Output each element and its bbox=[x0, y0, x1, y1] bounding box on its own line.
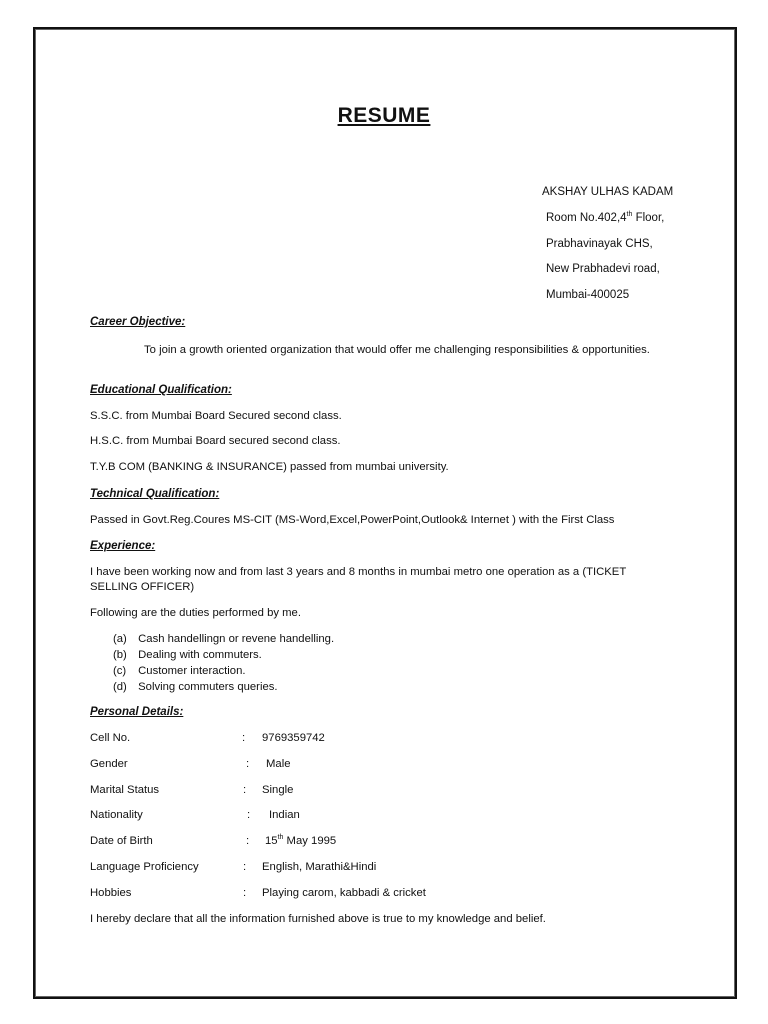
career-objective-heading: Career Objective: bbox=[90, 316, 186, 328]
personal-details-heading: Personal Details: bbox=[90, 706, 184, 718]
list-item: (b) Dealing with commuters. bbox=[113, 649, 262, 661]
detail-key: Hobbies bbox=[90, 887, 132, 899]
detail-separator: : bbox=[243, 861, 247, 873]
detail-key: Cell No. bbox=[90, 732, 131, 744]
address-line-1: Room No.402,4th Floor, bbox=[546, 211, 665, 224]
detail-value: Playing carom, kabbadi & cricket bbox=[262, 887, 426, 899]
detail-key: Date of Birth bbox=[90, 835, 153, 847]
education-heading: Educational Qualification: bbox=[90, 384, 232, 396]
detail-value: English, Marathi&Hindi bbox=[262, 861, 377, 873]
detail-key: Marital Status bbox=[90, 784, 160, 796]
detail-separator: : bbox=[242, 732, 246, 744]
address-line-4: Mumbai-400025 bbox=[546, 289, 630, 301]
declaration-text: I hereby declare that all the information furnished above is true to my knowledge and belief. bbox=[90, 913, 546, 925]
education-item: T.Y.B COM (BANKING & INSURANCE) passed from mumbai university. bbox=[90, 461, 449, 473]
duties-list bbox=[113, 631, 334, 695]
detail-separator: : bbox=[246, 758, 250, 770]
address-line-3: New Prabhadevi road, bbox=[546, 263, 660, 275]
list-item: (c) Customer interaction. bbox=[113, 665, 246, 677]
duties-intro: Following are the duties performed by me. bbox=[90, 607, 301, 619]
detail-separator: : bbox=[247, 809, 251, 821]
technical-heading: Technical Qualification: bbox=[90, 488, 220, 500]
detail-separator: : bbox=[246, 835, 250, 847]
detail-value: Single bbox=[262, 784, 294, 796]
experience-text: I have been working now and from last 3 years and 8 months in mumbai metro one operation as a (TICKET SELLING OFFICER) bbox=[90, 566, 627, 593]
detail-key: Gender bbox=[90, 758, 128, 770]
detail-value: 9769359742 bbox=[262, 732, 325, 744]
detail-value: 15th May 1995 bbox=[265, 834, 337, 847]
education-item: H.S.C. from Mumbai Board secured second class. bbox=[90, 435, 341, 447]
address-line-2: Prabhavinayak CHS, bbox=[546, 238, 653, 250]
applicant-name: AKSHAY ULHAS KADAM bbox=[542, 186, 674, 198]
detail-value: Male bbox=[266, 758, 291, 770]
experience-heading: Experience: bbox=[90, 540, 156, 552]
detail-key: Nationality bbox=[90, 809, 143, 821]
list-item: (a) Cash handellingn or revene handelling. bbox=[113, 633, 335, 645]
technical-text: Passed in Govt.Reg.Coures MS-CIT (MS-Word,Excel,PowerPoint,Outlook& Internet ) with the First Class bbox=[90, 514, 615, 526]
detail-key: Language Proficiency bbox=[90, 861, 199, 873]
detail-separator: : bbox=[243, 784, 247, 796]
career-objective-text: To join a growth oriented organization that would offer me challenging responsibilities & opportunities. bbox=[144, 344, 650, 356]
detail-separator: : bbox=[243, 887, 247, 899]
page-border bbox=[33, 27, 737, 999]
list-item: (d) Solving commuters queries. bbox=[113, 681, 278, 693]
document-title: RESUME bbox=[337, 104, 431, 127]
detail-value: Indian bbox=[269, 809, 300, 821]
education-item: S.S.C. from Mumbai Board Secured second class. bbox=[90, 410, 342, 422]
